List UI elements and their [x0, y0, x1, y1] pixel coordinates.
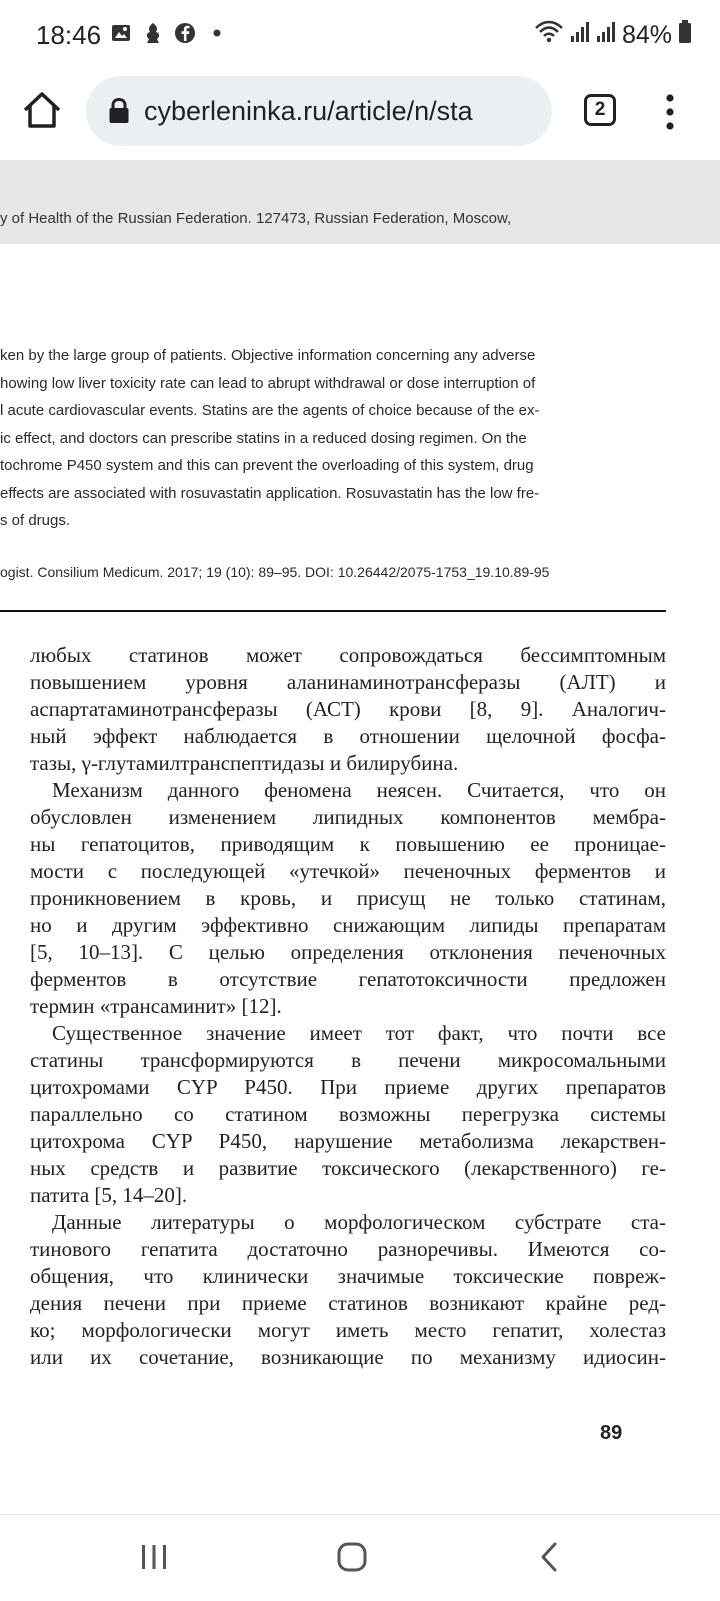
- url-bar[interactable]: [86, 76, 552, 146]
- dot-icon: [206, 22, 228, 44]
- home-button[interactable]: [20, 88, 64, 132]
- status-right: [534, 20, 692, 51]
- more-vert-icon: [660, 92, 680, 132]
- battery-icon: [678, 20, 692, 51]
- abstract-line: tochrome P450 system and this can prevent the overloading of this system, drug: [0, 457, 534, 474]
- facebook-icon: [174, 22, 196, 44]
- body-line: тинового гепатита достаточно разноречивы. Имеются со-: [30, 1237, 666, 1261]
- abstract: [0, 342, 666, 535]
- body-line: любых статинов может сопровождаться бессимптомным: [30, 643, 666, 667]
- notification-icon: [142, 22, 164, 44]
- body-line: цитохромами CYP P450. При приеме других препаратов: [30, 1075, 666, 1099]
- wifi-icon: [534, 20, 564, 51]
- divider: [0, 610, 666, 612]
- body-line: но и другим эффективно снижающим липиды препаратам: [30, 913, 666, 937]
- body-line: проникновением в кровь, и присущ не только статинам,: [30, 886, 666, 910]
- abstract-line: howing low liver toxicity rate can lead to abrupt withdrawal or dose interruption of: [0, 374, 536, 392]
- article-page[interactable]: [0, 244, 720, 1514]
- browser-toolbar: [0, 72, 720, 158]
- url-text: cyberleninka.ru/article/n/sta: [144, 95, 473, 126]
- body-line: обусловлен изменением липидных компонентов мембра-: [30, 805, 666, 829]
- page-number: 89: [600, 1422, 623, 1444]
- status-icons-left: [110, 22, 228, 44]
- body-line: патита [5, 14–20].: [30, 1183, 188, 1207]
- body-line: ный эффект наблюдается в отношении щелочной фосфа-: [30, 724, 666, 748]
- status-bar: [0, 0, 720, 72]
- home-icon: [20, 88, 64, 132]
- body-line: Существенное значение имеет тот факт, что почти все: [52, 1021, 666, 1045]
- lock-icon: [108, 98, 130, 124]
- image-icon: [110, 22, 132, 44]
- back-icon: [530, 1537, 570, 1577]
- body-line: повышением уровня аланинаминотрансферазы (АЛТ) и: [30, 670, 666, 694]
- body-line: [5, 10–13]. С целью определения отклонения печеночных: [30, 940, 666, 964]
- body-line: или их сочетание, возникающие по механизму идиосин-: [30, 1345, 666, 1369]
- body-line: ферментов в отсутствие гепатотоксичности предложен: [30, 967, 666, 991]
- home-nav-button[interactable]: [332, 1537, 372, 1577]
- menu-button[interactable]: [660, 92, 680, 132]
- body-line: цитохрома CYP P450, нарушение метаболизма лекарствен-: [30, 1129, 666, 1153]
- abstract-line: ken by the large group of patients. Objective information concerning any adverse: [0, 347, 536, 364]
- body-line: ны гепатоцитов, приводящим к повышению ее проницае-: [30, 832, 666, 856]
- body-line: Данные литературы о морфологическом субстрате ста-: [52, 1210, 666, 1234]
- signal-icon: [596, 21, 616, 50]
- body-text: [30, 642, 666, 1371]
- body-line: аспартатаминотрансферазы (АСТ) крови [8, 9]. Аналогич-: [30, 697, 666, 721]
- abstract-line: s of drugs.: [0, 512, 71, 529]
- navigation-bar: [0, 1514, 720, 1601]
- body-line: мости с последующей «утечкой» печеночных ферментов и: [30, 859, 666, 883]
- body-line: Механизм данного феномена неясен. Считается, что он: [52, 778, 666, 802]
- body-line: тазы, γ-глутамилтранспептидазы и билирубина.: [30, 751, 459, 775]
- body-line: общения, что клинически значимые токсические повреж-: [30, 1264, 666, 1288]
- home-icon: [332, 1537, 372, 1577]
- abstract-line: effects are associated with rosuvastatin application. Rosuvastatin has the low fre-: [0, 484, 540, 502]
- body-line: дения печени при приеме статинов возникают крайне ред-: [30, 1291, 666, 1315]
- body-line: ных средств и развитие токсического (лекарственного) ге-: [30, 1156, 666, 1180]
- signal-icon: [570, 21, 590, 50]
- body-line: ко; морфологически могут иметь место гепатит, холестаз: [30, 1318, 666, 1342]
- tab-switcher-button[interactable]: 2: [584, 94, 616, 126]
- header-band: [0, 160, 720, 244]
- recent-apps-button[interactable]: [134, 1537, 174, 1577]
- status-time: 18:46: [36, 20, 102, 50]
- abstract-line: l acute cardiovascular events. Statins are the agents of choice because of the ex-: [0, 402, 540, 419]
- recent-apps-icon: [134, 1537, 174, 1577]
- body-line: статины трансформируются в печени микросомальными: [30, 1048, 666, 1072]
- back-button[interactable]: [530, 1537, 570, 1577]
- citation: ogist. Consilium Medicum. 2017; 19 (10): 89–95. DOI: 10.26442/2075-1753_19.10.89-95: [0, 564, 550, 580]
- body-line: параллельно со статином возможны перегрузка системы: [30, 1102, 666, 1126]
- abstract-line: ic effect, and doctors can prescribe statins in a reduced dosing regimen. On the: [0, 429, 527, 447]
- body-line: термин «трансаминит» [12].: [30, 994, 282, 1018]
- battery-percent: 84%: [621, 21, 672, 49]
- affiliation-line: y of Health of the Russian Federation. 127473, Russian Federation, Moscow,: [0, 210, 512, 227]
